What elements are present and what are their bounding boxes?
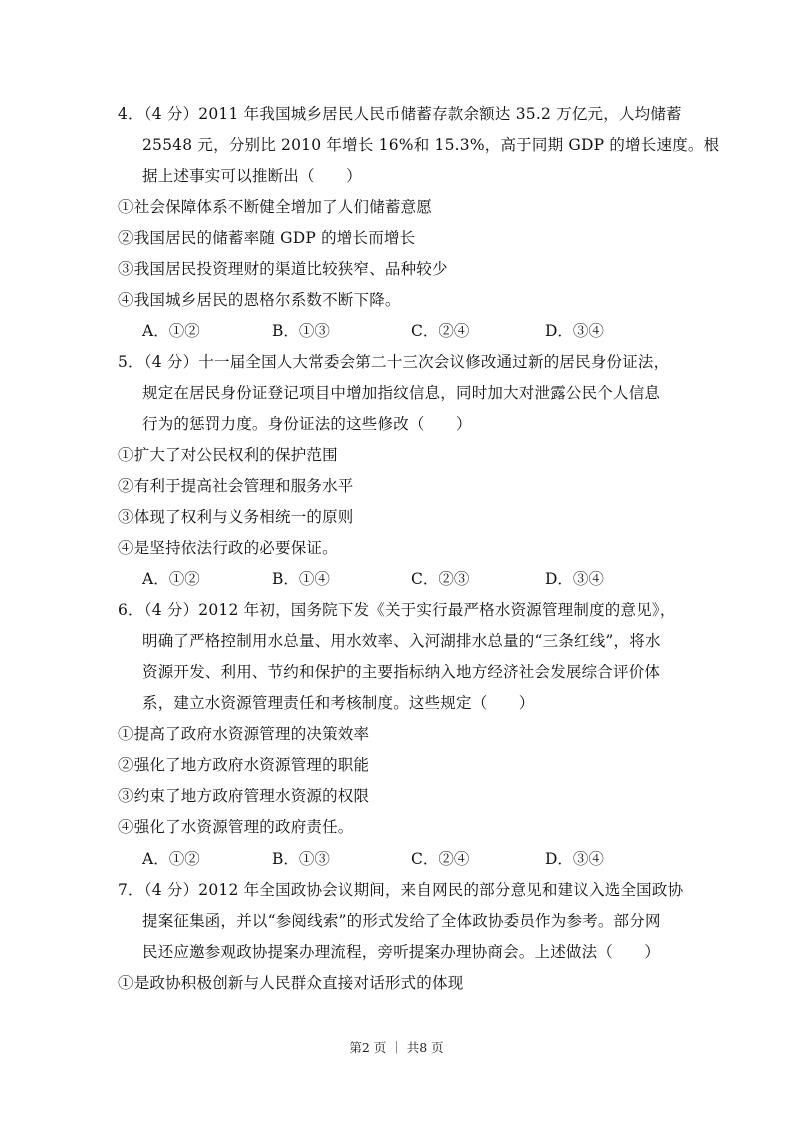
question-6-option-1: ①提高了政府水资源管理的决策效率 (118, 725, 370, 743)
question-5-line-3: 行为的惩罚力度。身份证法的这些修改（ ） (142, 415, 472, 433)
question-4-choice-b: B．①③ (272, 322, 330, 340)
question-4-option-2: ②我国居民的储蓄率随 GDP 的增长而增长 (118, 229, 416, 247)
question-5-choice-b: B．①④ (272, 570, 330, 588)
page-footer: 第2 页 ｜ 共8 页 (349, 1040, 444, 1055)
question-5-choice-a: A．①② (142, 570, 200, 588)
question-6-option-3: ③约束了地方政府管理水资源的权限 (118, 787, 370, 805)
question-6-choice-c: C．②④ (411, 850, 470, 868)
question-6-line-2: 明确了严格控制用水总量、用水效率、入河湖排水总量的“三条红线”，将水 (142, 632, 661, 650)
question-4-line-3: 据上述事实可以推断出（ ） (142, 167, 362, 185)
question-6-line-1: 6．（4 分）2012 年初，国务院下发《关于实行最严格水资源管理制度的意见》， (118, 601, 676, 619)
question-5-option-2: ②有利于提高社会管理和服务水平 (118, 477, 354, 495)
question-6-choice-d: D．③④ (545, 850, 604, 868)
question-4-line-1: 4．（4 分）2011 年我国城乡居民人民币储蓄存款余额达 35.2 万亿元，人均储蓄 (118, 105, 682, 123)
question-6-line-4: 系，建立水资源管理责任和考核制度。这些规定（ ） (142, 694, 535, 712)
question-5-option-1: ①扩大了对公民权利的保护范围 (118, 446, 338, 464)
question-6-choice-b: B．①③ (272, 850, 330, 868)
question-6-option-4: ④强化了水资源管理的政府责任。 (118, 818, 354, 836)
question-4-option-4: ④我国城乡居民的恩格尔系数不断下降。 (118, 291, 401, 309)
question-7-line-2: 提案征集函，并以“参阅线索”的形式发给了全体政协委员作为参考。部分网 (142, 912, 661, 930)
question-5-choice-d: D．③④ (545, 570, 604, 588)
question-5-choice-c: C．②③ (411, 570, 470, 588)
question-4-option-3: ③我国居民投资理财的渠道比较狭窄、品种较少 (118, 260, 448, 278)
question-5-line-1: 5．（4 分）十一届全国人大常委会第二十三次会议修改通过新的居民身份证法， (118, 353, 670, 371)
question-7-line-1: 7．（4 分）2012 年全国政协会议期间，来自网民的部分意见和建议入选全国政协 (118, 881, 684, 899)
question-4-choice-c: C．②④ (411, 322, 470, 340)
question-5-option-4: ④是坚持依法行政的必要保证。 (118, 539, 338, 557)
question-6-choice-a: A．①② (142, 850, 200, 868)
question-4-choice-d: D．③④ (545, 322, 604, 340)
question-7-line-3: 民还应邀参观政协提案办理流程，旁听提案办理协商会。上述做法（ ） (142, 943, 661, 961)
question-5-option-3: ③体现了权利与义务相统一的原则 (118, 508, 354, 526)
question-7-option-1: ①是政协积极创新与人民群众直接对话形式的体现 (118, 974, 464, 992)
question-4-line-2: 25548 元，分别比 2010 年增长 16%和 15.3%，高于同期 GDP 的增长速度。根 (142, 136, 720, 154)
question-4-option-1: ①社会保障体系不断健全增加了人们储蓄意愿 (118, 198, 433, 216)
question-6-line-3: 资源开发、利用、节约和保护的主要指标纳入地方经济社会发展综合评价体 (142, 663, 661, 681)
question-5-line-2: 规定在居民身份证登记项目中增加指纹信息，同时加大对泄露公民个人信息 (142, 384, 661, 402)
question-4-choice-a: A．①② (142, 322, 200, 340)
question-6-option-2: ②强化了地方政府水资源管理的职能 (118, 756, 370, 774)
